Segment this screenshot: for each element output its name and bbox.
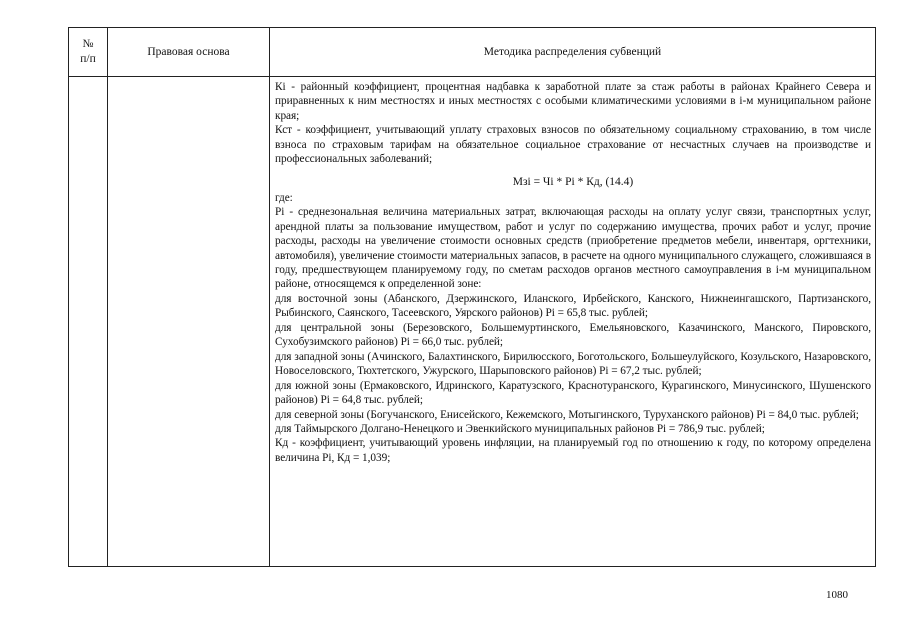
paragraph-west-zone: для западной зоны (Ачинского, Балахтинского, Бирилюсского, Боготольского, Большеулуйского, Козульского, Назаровского, Новоселовского, Тюхтетского, Ужурского, Шарыповского районов) Рi = 67,2 тыс. рублей; (275, 350, 871, 378)
paragraph-north-zone: для северной зоны (Богучанского, Енисейского, Кежемского, Мотыгинского, Туруханского районов) Рi = 84,0 тыс. рублей; (275, 408, 859, 421)
header-legal-basis: Правовая основа (108, 28, 270, 77)
cell-legal-basis (108, 77, 270, 567)
table-row (69, 77, 876, 567)
cell-number (69, 77, 108, 567)
header-number-line1: № (82, 38, 94, 50)
paragraph-ki: Кi - районный коэффициент, процентная надбавка к заработной плате за стаж работы в районах Крайнего Севера и приравненных к ним местностях и иных местностях с особыми климатическими условиями в i-м муниципальном районе края; (275, 81, 871, 122)
formula-14-4: Мзi = Чi * Рi * Кд, (14.4) (512, 175, 634, 188)
paragraph-central-zone: для центральной зоны (Березовского, Большемуртинского, Емельяновского, Казачинского, Манского, Пировского, Сухобузимского районов) Рi = 66,0 тыс. рублей; (275, 321, 871, 349)
subsidy-table (68, 27, 876, 567)
paragraph-where: где: (275, 191, 293, 204)
page-number: 1080 (826, 589, 848, 601)
table-header-row (69, 28, 876, 77)
cell-method (270, 77, 876, 567)
header-number (69, 28, 108, 77)
paragraph-pi-definition: Рi - среднезональная величина материальных затрат, включающая расходы на оплату услуг связи, транспортных услуг, арендной платы за пользование имуществом, работ и услуг по содержанию имущества, прочих работ и услуг, прочие расходы, расходы на увеличение стоимости основных средств (приобретение предметов мебели, инвентаря, оргтехники, автомобиля), увеличение стоимости материальных запасов, в расчете на одного муниципального служащего, сложившаяся в году, предшествующем планируемому году, по сметам расходов органов местного самоуправления в i-м муниципальном районе, относящемся к определенной зоне: (275, 206, 871, 291)
paragraph-kd: Кд - коэффициент, учитывающий уровень инфляции, на планируемый год по отношению к году, по которому определена величина Рi, Кд = 1,039; (275, 437, 871, 464)
paragraph-taimyr-evenk: для Таймырского Долгано-Ненецкого и Эвенкийского муниципальных районов Рi = 786,9 тыс. рублей; (275, 422, 765, 435)
paragraph-south-zone: для южной зоны (Ермаковского, Идринского, Каратузского, Краснотуранского, Курагинского, Минусинского, Шушенского районов) Рi = 64,8 тыс. рублей; (275, 379, 871, 407)
paragraph-kst: Кст - коэффициент, учитывающий уплату страховых взносов по обязательному социальному страхованию, в том числе взноса по страховым тарифам на обязательное социальное страхование от несчастных случаев на производстве и профессиональных заболеваний; (275, 124, 871, 166)
header-method: Методика распределения субвенций (270, 28, 876, 77)
header-number-line2: п/п (80, 53, 96, 65)
paragraph-east-zone: для восточной зоны (Абанского, Дзержинского, Иланского, Ирбейского, Канского, Нижнеингашского, Партизанского, Рыбинского, Саянского, Тасеевского, Уярского районов) Рi = 65,8 тыс. рублей; (275, 292, 871, 320)
